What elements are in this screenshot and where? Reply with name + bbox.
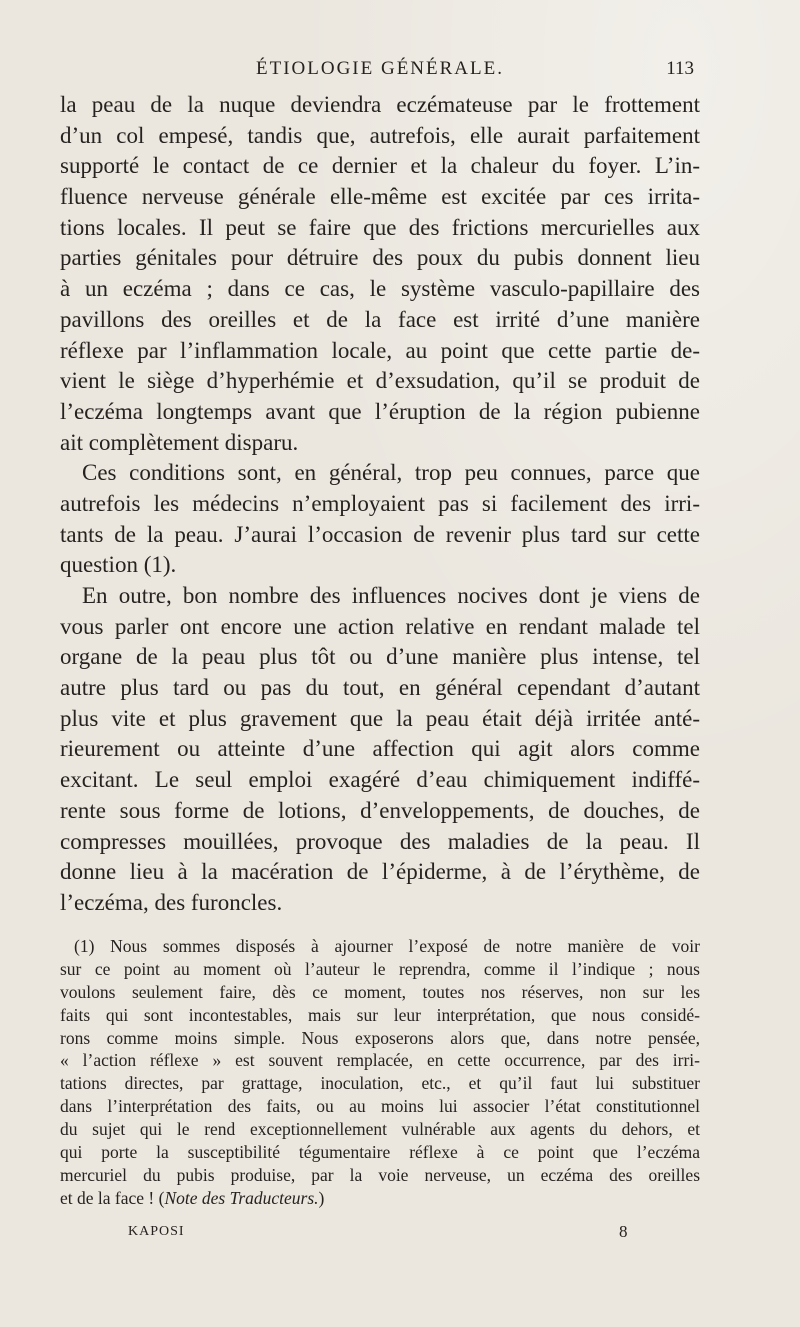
text-line: vient le siège d’hyperhémie et d’exsudation, qu’il se produit de [60, 368, 700, 394]
text-line: vous parler ont encore une action relative en rendant malade tel [60, 613, 700, 639]
text-line: l’eczéma longtemps avant que l’éruption de la région pubienne [60, 398, 700, 424]
sheet-mark: 8 [619, 1222, 628, 1241]
text-line: En outre, bon nombre des influences nocives dont je viens de [82, 583, 700, 608]
text-line: supporté le contact de ce dernier et la chaleur du foyer. L’in- [60, 153, 700, 179]
page-header [60, 58, 700, 84]
printer-signature: KAPOSI [128, 1224, 185, 1239]
text-line: tions locales. Il peut se faire que des frictions mercurielles aux [60, 214, 700, 240]
text-line: autrefois les médecins n’employaient pas si facilement des irri- [60, 490, 700, 516]
text-line: plus vite et plus gravement que la peau était déjà irritée anté- [60, 705, 700, 731]
translators-note: Note des Traducteurs. [164, 1187, 319, 1208]
running-title: ÉTIOLOGIE GÉNÉRALE. [255, 58, 504, 79]
page-footer [60, 1222, 700, 1246]
text-line: autre plus tard ou pas du tout, en général cependant d’autant [60, 675, 700, 701]
footnote-line: du sujet qui le rend exceptionnellement vulnérable aux agents du dehors, et [60, 1119, 700, 1140]
footnote-last-suffix: ) [318, 1187, 325, 1208]
text-line: ait complètement disparu. [60, 429, 299, 455]
page-number: 113 [666, 58, 694, 79]
text-line: fluence nerveuse générale elle-même est excitée par ces irrita- [60, 184, 700, 210]
footnote-line: tations directes, par grattage, inoculation, etc., et qu’il faut lui substituer [60, 1073, 700, 1094]
text-line: réflexe par l’inflammation locale, au point que cette partie de- [60, 337, 700, 363]
text-line: à un eczéma ; dans ce cas, le système vasculo-papillaire des [60, 276, 700, 302]
text-line: rente sous forme de lotions, d’enveloppements, de douches, de [60, 797, 700, 823]
text-line: parties génitales pour détruire des poux du pubis donnent lieu [60, 245, 700, 271]
text-line: organe de la peau plus tôt ou d’une manière plus intense, tel [60, 644, 700, 670]
footnote-line: sur ce point au moment où l’auteur le reprendra, comme il l’indique ; nous [60, 958, 700, 979]
text-line: l’eczéma, des furoncles. [60, 889, 283, 915]
footnote [60, 935, 700, 1210]
text-line: donne lieu à la macération de l’épiderme, à de l’érythème, de [60, 859, 700, 885]
footnote-line: rons comme moins simple. Nous exposerons alors que, dans notre pensée, [60, 1027, 700, 1048]
footnote-last-line [60, 1187, 700, 1210]
footnote-line: (1) Nous sommes disposés à ajourner l’exposé de notre manière de voir [74, 936, 700, 956]
footnote-line: dans l’interprétation des faits, ou au moins lui associer l’état constitutionnel [60, 1096, 700, 1117]
footnote-line: qui porte la susceptibilité tégumentaire réflexe à ce point que l’eczéma [60, 1142, 700, 1163]
footnote-line: voulons seulement faire, dès ce moment, toutes nos réserves, non sur les [60, 981, 700, 1002]
text-line: la peau de la nuque deviendra eczémateuse par le frottement [60, 92, 700, 117]
text-line: rieurement ou atteinte d’une affection qui agit alors comme [60, 736, 700, 762]
text-line: d’un col empesé, tandis que, autrefois, elle aurait parfaitement [60, 122, 700, 148]
footnote-line: faits qui sont incontestables, mais sur leur interprétation, que nous considé- [60, 1004, 700, 1025]
main-text [60, 90, 700, 919]
footnote-line: mercuriel du pubis produise, par la voie nerveuse, un eczéma des oreilles [60, 1164, 700, 1185]
text-line: pavillons des oreilles et de la face est irrité d’une manière [60, 306, 700, 332]
text-line: question (1). [60, 552, 177, 578]
footnote-line: « l’action réflexe » est souvent remplacée, en cette occurrence, par des irri- [60, 1050, 700, 1071]
text-line: compresses mouillées, provoque des maladies de la peau. Il [60, 828, 700, 854]
footnote-last-prefix: et de la face ! ( [60, 1187, 165, 1208]
text-line: tants de la peau. J’aurai l’occasion de revenir plus tard sur cette [60, 521, 700, 547]
text-line: excitant. Le seul emploi exagéré d’eau chimiquement indiffé- [60, 767, 700, 793]
text-line: Ces conditions sont, en général, trop peu connues, parce que [82, 460, 700, 486]
